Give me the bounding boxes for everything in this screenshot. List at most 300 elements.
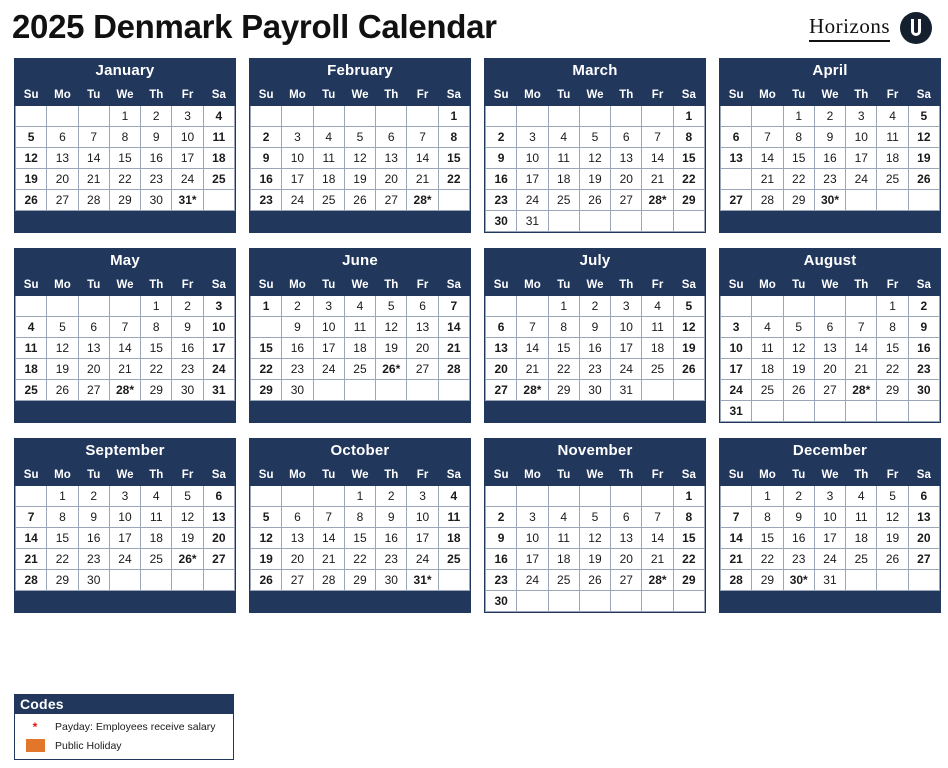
empty-cell [486, 296, 517, 317]
weekday-header-fr: Fr [877, 274, 908, 296]
day-cell: 18 [203, 148, 234, 169]
day-cell: 31* [172, 190, 203, 211]
day-cell: 25 [16, 380, 47, 401]
day-cell: 24 [517, 190, 548, 211]
day-cell: 16 [376, 528, 407, 549]
day-cell: 29 [548, 380, 579, 401]
day-cell: 27 [78, 380, 109, 401]
month-table [720, 83, 940, 211]
day-cell: 10 [282, 148, 313, 169]
day-cell: 26 [579, 570, 610, 591]
day-cell: 5 [172, 486, 203, 507]
day-cell: 7 [752, 127, 783, 148]
day-cell: 5 [579, 507, 610, 528]
weekday-header-tu: Tu [313, 84, 344, 106]
day-cell: 8 [438, 127, 469, 148]
empty-cell [517, 296, 548, 317]
empty-cell [877, 190, 908, 211]
weekday-header-we: We [814, 464, 845, 486]
week-row [16, 359, 235, 380]
day-cell: 27 [47, 190, 78, 211]
day-cell: 27 [203, 549, 234, 570]
week-row [16, 148, 235, 169]
day-cell: 19 [344, 169, 375, 190]
week-row [486, 338, 705, 359]
day-cell: 17 [517, 549, 548, 570]
day-cell: 15 [877, 338, 908, 359]
day-cell: 21 [642, 169, 673, 190]
day-cell: 29 [141, 380, 172, 401]
week-row [16, 486, 235, 507]
day-cell: 13 [282, 528, 313, 549]
weekday-header-row [721, 274, 940, 296]
week-row [16, 507, 235, 528]
day-cell: 31 [814, 570, 845, 591]
day-cell: 24 [282, 190, 313, 211]
weekday-header-fr: Fr [172, 464, 203, 486]
empty-cell [16, 296, 47, 317]
day-cell: 17 [517, 169, 548, 190]
day-cell: 24 [846, 169, 877, 190]
empty-cell [47, 106, 78, 127]
empty-cell [846, 190, 877, 211]
day-cell: 22 [251, 359, 282, 380]
day-cell: 15 [47, 528, 78, 549]
day-cell: 6 [908, 486, 939, 507]
day-cell: 18 [438, 528, 469, 549]
empty-cell [908, 401, 939, 422]
weekday-header-th: Th [611, 274, 642, 296]
empty-cell [251, 486, 282, 507]
day-cell: 12 [908, 127, 939, 148]
week-row [16, 106, 235, 127]
day-cell: 9 [376, 507, 407, 528]
day-cell: 16 [486, 549, 517, 570]
day-cell: 18 [141, 528, 172, 549]
day-cell: 5 [251, 507, 282, 528]
week-row [16, 380, 235, 401]
month-table [250, 273, 470, 401]
day-cell: 22 [783, 169, 814, 190]
empty-cell [548, 211, 579, 232]
day-cell: 15 [109, 148, 140, 169]
day-cell: 10 [313, 317, 344, 338]
day-cell: 11 [642, 317, 673, 338]
legend-items [14, 714, 234, 760]
day-cell: 16 [172, 338, 203, 359]
weekday-header-fr: Fr [642, 464, 673, 486]
day-cell: 13 [407, 317, 438, 338]
month-title: May [110, 252, 140, 269]
day-cell: 3 [721, 317, 752, 338]
week-row [486, 211, 705, 232]
day-cell: 17 [846, 148, 877, 169]
weekday-header-fr: Fr [172, 274, 203, 296]
day-cell: 22 [109, 169, 140, 190]
day-cell: 14 [721, 528, 752, 549]
day-cell: 20 [47, 169, 78, 190]
empty-cell [517, 106, 548, 127]
day-cell: 17 [407, 528, 438, 549]
month-june [249, 248, 471, 423]
day-cell: 27 [407, 359, 438, 380]
day-cell: 13 [486, 338, 517, 359]
day-cell: 22 [548, 359, 579, 380]
empty-cell [611, 486, 642, 507]
day-cell: 10 [517, 528, 548, 549]
weekday-header-tu: Tu [548, 84, 579, 106]
day-cell: 14 [16, 528, 47, 549]
day-cell: 30 [486, 211, 517, 232]
weekday-header-mo: Mo [517, 84, 548, 106]
empty-cell [141, 570, 172, 591]
day-cell: 1 [752, 486, 783, 507]
day-cell: 30* [783, 570, 814, 591]
weekday-header-sa: Sa [203, 464, 234, 486]
weekday-header-row [251, 84, 470, 106]
month-table [485, 83, 705, 232]
day-cell: 19 [579, 549, 610, 570]
month-title: April [812, 62, 848, 79]
day-cell: 2 [376, 486, 407, 507]
empty-cell [721, 486, 752, 507]
day-cell: 1 [673, 486, 704, 507]
day-cell: 8 [783, 127, 814, 148]
day-cell: 19 [877, 528, 908, 549]
day-cell: 30 [376, 570, 407, 591]
day-cell: 5 [579, 127, 610, 148]
week-row [251, 169, 470, 190]
day-cell: 29 [877, 380, 908, 401]
week-row [16, 169, 235, 190]
week-row [486, 190, 705, 211]
day-cell: 3 [407, 486, 438, 507]
weekday-header-th: Th [376, 274, 407, 296]
day-cell: 1 [344, 486, 375, 507]
day-cell: 30 [282, 380, 313, 401]
day-cell: 25 [846, 549, 877, 570]
empty-cell [579, 211, 610, 232]
day-cell: 24 [203, 359, 234, 380]
day-cell: 21 [407, 169, 438, 190]
day-cell: 20 [486, 359, 517, 380]
day-cell: 23 [282, 359, 313, 380]
empty-cell [282, 486, 313, 507]
week-row [721, 486, 940, 507]
week-row [251, 380, 470, 401]
day-cell: 2 [486, 507, 517, 528]
day-cell: 7 [642, 127, 673, 148]
week-row [251, 190, 470, 211]
weekday-header-tu: Tu [548, 274, 579, 296]
day-cell: 1 [673, 106, 704, 127]
day-cell: 2 [78, 486, 109, 507]
week-row [486, 317, 705, 338]
week-row [721, 507, 940, 528]
week-row [16, 190, 235, 211]
day-cell: 9 [486, 528, 517, 549]
weekday-header-mo: Mo [282, 274, 313, 296]
day-cell: 22 [141, 359, 172, 380]
empty-cell [752, 296, 783, 317]
page-header [8, 6, 940, 54]
day-cell: 7 [16, 507, 47, 528]
day-cell: 23 [486, 570, 517, 591]
day-cell: 17 [203, 338, 234, 359]
day-cell: 4 [548, 507, 579, 528]
day-cell: 3 [846, 106, 877, 127]
month-september [14, 438, 236, 613]
weekday-header-we: We [814, 274, 845, 296]
day-cell: 10 [172, 127, 203, 148]
day-cell: 6 [721, 127, 752, 148]
empty-cell [579, 486, 610, 507]
month-table [720, 273, 940, 422]
weekday-header-we: We [579, 274, 610, 296]
day-cell: 9 [282, 317, 313, 338]
day-cell: 13 [47, 148, 78, 169]
day-cell: 30 [579, 380, 610, 401]
day-cell: 1 [548, 296, 579, 317]
weekday-header-su: Su [486, 274, 517, 296]
empty-cell [486, 486, 517, 507]
week-row [486, 528, 705, 549]
empty-cell [438, 570, 469, 591]
empty-cell [611, 106, 642, 127]
weekday-header-th: Th [376, 84, 407, 106]
month-april [719, 58, 941, 233]
weekday-header-sa: Sa [673, 464, 704, 486]
day-cell: 3 [203, 296, 234, 317]
week-row [486, 486, 705, 507]
legend [14, 694, 234, 760]
weekday-header-mo: Mo [47, 274, 78, 296]
empty-cell [203, 570, 234, 591]
day-cell: 24 [407, 549, 438, 570]
day-cell: 29 [673, 570, 704, 591]
month-title: March [572, 62, 618, 79]
empty-cell [172, 570, 203, 591]
weekday-header-row [251, 464, 470, 486]
calendar-grid [8, 54, 940, 613]
day-cell: 25 [313, 190, 344, 211]
day-cell: 22 [752, 549, 783, 570]
day-cell: 18 [548, 549, 579, 570]
day-cell: 6 [282, 507, 313, 528]
day-cell: 14 [407, 148, 438, 169]
day-cell: 11 [313, 148, 344, 169]
empty-cell [486, 106, 517, 127]
day-cell: 5 [673, 296, 704, 317]
day-cell: 7 [109, 317, 140, 338]
day-cell: 13 [611, 148, 642, 169]
empty-cell [16, 486, 47, 507]
day-cell: 13 [611, 528, 642, 549]
day-cell: 27 [486, 380, 517, 401]
day-cell: 2 [486, 127, 517, 148]
day-cell: 9 [141, 127, 172, 148]
day-cell: 31 [611, 380, 642, 401]
weekday-header-row [16, 274, 235, 296]
week-row [721, 401, 940, 422]
day-cell: 14 [642, 528, 673, 549]
day-cell: 21 [517, 359, 548, 380]
day-cell: 24 [109, 549, 140, 570]
week-row [16, 570, 235, 591]
day-cell: 1 [251, 296, 282, 317]
day-cell: 4 [642, 296, 673, 317]
month-table [15, 273, 235, 401]
day-cell: 7 [642, 507, 673, 528]
week-row [721, 359, 940, 380]
day-cell: 21 [16, 549, 47, 570]
day-cell: 16 [908, 338, 939, 359]
month-july [484, 248, 706, 423]
day-cell: 8 [548, 317, 579, 338]
empty-cell [78, 106, 109, 127]
day-cell: 11 [548, 148, 579, 169]
day-cell: 15 [673, 528, 704, 549]
weekday-header-we: We [579, 84, 610, 106]
day-cell: 4 [203, 106, 234, 127]
empty-cell [846, 296, 877, 317]
empty-cell [579, 106, 610, 127]
weekday-header-row [486, 464, 705, 486]
week-row [486, 127, 705, 148]
day-cell: 17 [611, 338, 642, 359]
weekday-header-fr: Fr [407, 84, 438, 106]
day-cell: 24 [611, 359, 642, 380]
day-cell: 23 [141, 169, 172, 190]
day-cell: 12 [673, 317, 704, 338]
day-cell: 4 [548, 127, 579, 148]
empty-cell [376, 380, 407, 401]
day-cell: 6 [203, 486, 234, 507]
weekday-header-mo: Mo [752, 464, 783, 486]
day-cell: 8 [251, 317, 282, 338]
day-cell: 31 [721, 401, 752, 422]
empty-cell [783, 296, 814, 317]
month-december [719, 438, 941, 613]
day-cell: 11 [752, 338, 783, 359]
day-cell: 31 [203, 380, 234, 401]
empty-cell [438, 190, 469, 211]
day-cell: 11 [344, 317, 375, 338]
empty-cell [376, 106, 407, 127]
day-cell: 26 [47, 380, 78, 401]
month-title: February [327, 62, 393, 79]
day-cell: 9 [172, 317, 203, 338]
week-row [16, 317, 235, 338]
month-october [249, 438, 471, 613]
day-cell: 28* [642, 570, 673, 591]
day-cell: 6 [486, 317, 517, 338]
day-cell: 25 [141, 549, 172, 570]
weekday-header-we: We [109, 464, 140, 486]
day-cell: 20 [814, 359, 845, 380]
day-cell: 14 [438, 317, 469, 338]
day-cell: 2 [282, 296, 313, 317]
weekday-header-sa: Sa [908, 464, 939, 486]
day-cell: 19 [376, 338, 407, 359]
empty-cell [548, 486, 579, 507]
empty-cell [846, 401, 877, 422]
day-cell: 22 [673, 169, 704, 190]
day-cell: 26* [376, 359, 407, 380]
day-cell: 6 [611, 507, 642, 528]
day-cell: 16 [579, 338, 610, 359]
week-row [486, 591, 705, 612]
payday-asterisk-icon: * [32, 719, 38, 734]
day-cell: 6 [611, 127, 642, 148]
month-title: September [85, 442, 165, 459]
month-title: June [342, 252, 378, 269]
day-cell: 8 [877, 317, 908, 338]
day-cell: 12 [344, 148, 375, 169]
week-row [16, 127, 235, 148]
day-cell: 27 [611, 570, 642, 591]
day-cell: 18 [877, 148, 908, 169]
day-cell: 25 [752, 380, 783, 401]
week-row [721, 169, 940, 190]
empty-cell [642, 486, 673, 507]
day-cell: 10 [407, 507, 438, 528]
empty-cell [251, 106, 282, 127]
day-cell: 4 [752, 317, 783, 338]
day-cell: 26 [344, 190, 375, 211]
week-row [486, 380, 705, 401]
day-cell: 7 [846, 317, 877, 338]
day-cell: 25 [642, 359, 673, 380]
weekday-header-sa: Sa [908, 84, 939, 106]
week-row [251, 507, 470, 528]
day-cell: 30 [908, 380, 939, 401]
weekday-header-su: Su [16, 274, 47, 296]
day-cell: 26 [877, 549, 908, 570]
day-cell: 2 [814, 106, 845, 127]
day-cell: 16 [141, 148, 172, 169]
day-cell: 19 [579, 169, 610, 190]
month-title: January [95, 62, 155, 79]
empty-cell [783, 401, 814, 422]
day-cell: 12 [877, 507, 908, 528]
day-cell: 20 [203, 528, 234, 549]
day-cell: 7 [721, 507, 752, 528]
day-cell: 27 [282, 570, 313, 591]
week-row [251, 359, 470, 380]
day-cell: 27 [611, 190, 642, 211]
day-cell: 18 [16, 359, 47, 380]
weekday-header-tu: Tu [783, 274, 814, 296]
week-row [721, 380, 940, 401]
day-cell: 5 [376, 296, 407, 317]
day-cell: 2 [251, 127, 282, 148]
empty-cell [282, 106, 313, 127]
day-cell: 31* [407, 570, 438, 591]
day-cell: 8 [344, 507, 375, 528]
day-cell: 12 [579, 148, 610, 169]
day-cell: 19 [673, 338, 704, 359]
day-cell: 13 [376, 148, 407, 169]
empty-cell [673, 211, 704, 232]
weekday-header-fr: Fr [407, 464, 438, 486]
empty-cell [814, 296, 845, 317]
weekday-header-mo: Mo [752, 84, 783, 106]
day-cell: 24 [172, 169, 203, 190]
day-cell: 17 [313, 338, 344, 359]
weekday-header-th: Th [846, 84, 877, 106]
day-cell: 20 [611, 549, 642, 570]
